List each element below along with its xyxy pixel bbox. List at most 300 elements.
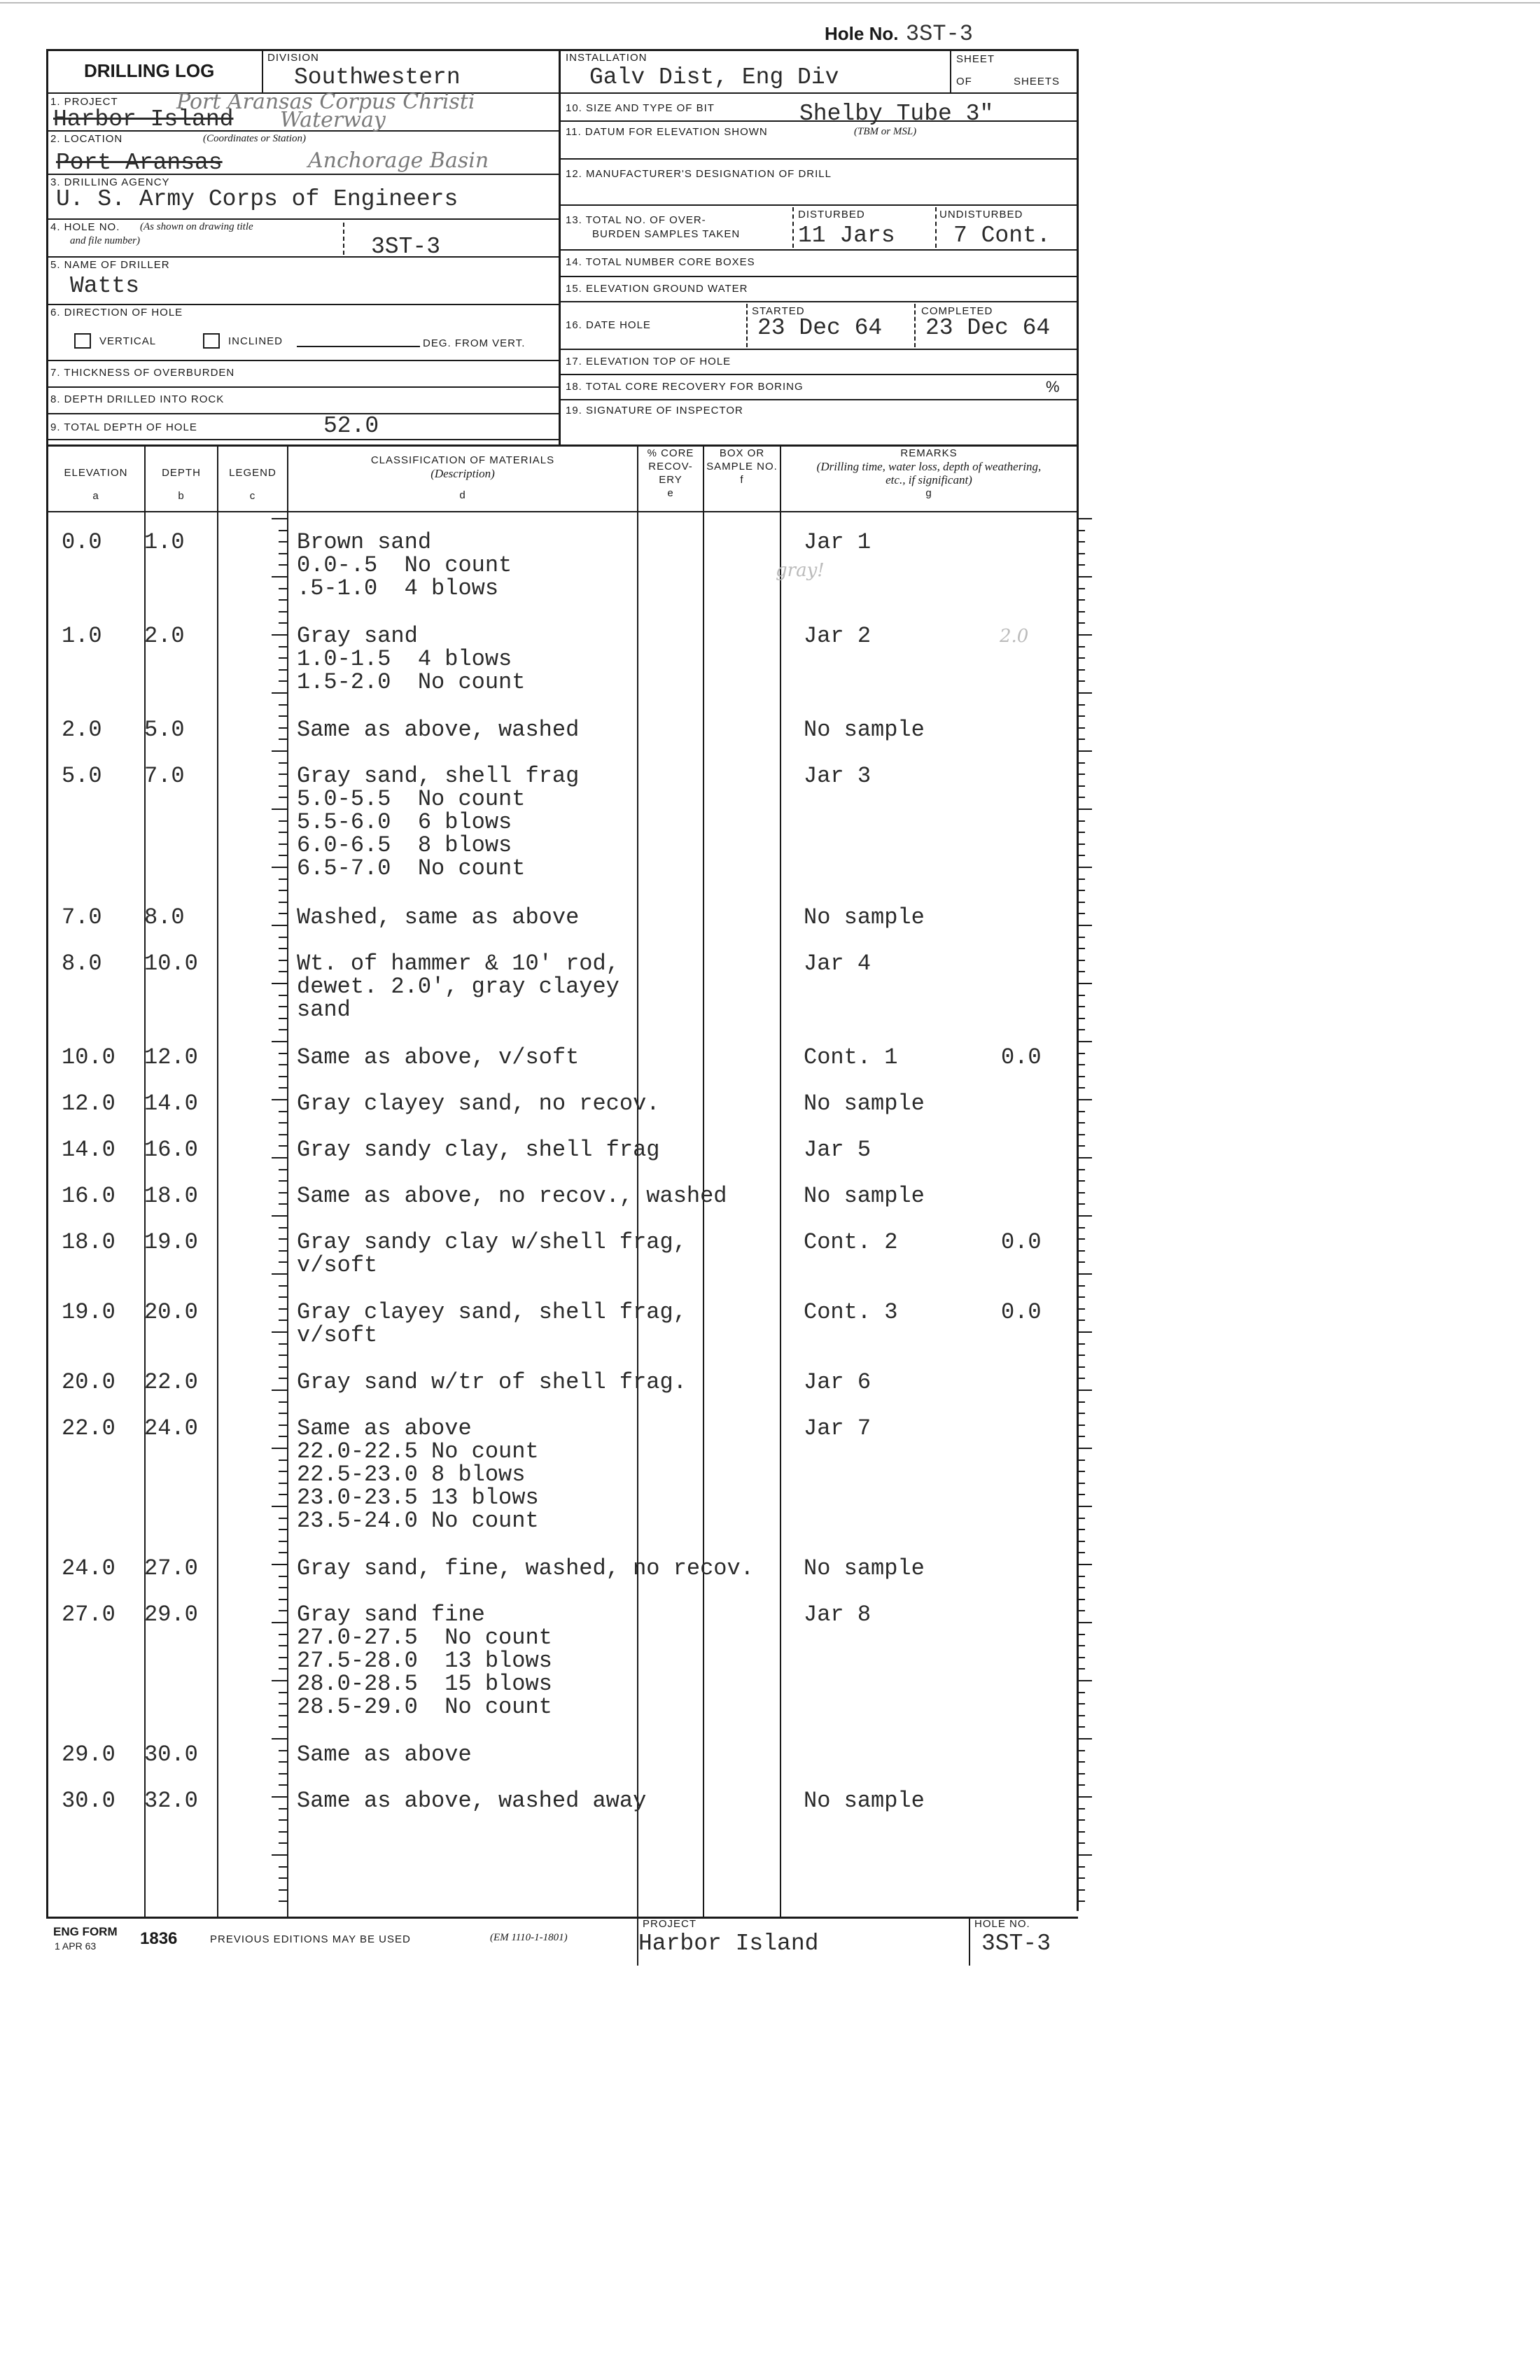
scale-tick: [1077, 1657, 1085, 1658]
scale-tick: [1077, 588, 1085, 589]
scale-tick: [279, 1308, 287, 1310]
col-classification-note: (Description): [430, 467, 495, 480]
row-depth: 7.0: [144, 763, 185, 789]
row-description: Same as above: [297, 1742, 472, 1768]
scale-tick: [279, 1842, 287, 1844]
scale-tick: [1077, 1064, 1085, 1065]
scale-tick: [272, 1622, 287, 1623]
scale-tick: [1077, 541, 1085, 542]
scale-tick: [1077, 1378, 1085, 1379]
scale-tick: [272, 1854, 287, 1856]
scale-tick: [1077, 797, 1085, 798]
inspector-label: 19. SIGNATURE OF INSPECTOR: [566, 405, 743, 416]
samples-label-2: BURDEN SAMPLES TAKEN: [592, 228, 741, 240]
scale-tick: [1077, 1354, 1085, 1356]
scale-tick: [1077, 1576, 1085, 1577]
col-depth: [146, 466, 217, 503]
scale-tick: [1077, 1552, 1085, 1553]
row-description: Gray sandy clay, shell frag: [297, 1137, 660, 1163]
undisturbed-label: UNDISTURBED: [939, 209, 1023, 220]
scale-tick: [279, 844, 287, 845]
col-box-label: BOX OR SAMPLE NO.: [706, 447, 778, 472]
scale-tick: [1077, 1227, 1085, 1228]
total-depth-label: 9. TOTAL DEPTH OF HOLE: [50, 421, 197, 433]
row-depth: 19.0: [144, 1229, 198, 1255]
row-remark: No sample: [804, 1183, 925, 1209]
scale-tick: [279, 611, 287, 612]
frame-left: [46, 49, 48, 1918]
driller-value: Watts: [70, 273, 140, 299]
scale-tick: [279, 1529, 287, 1530]
scale-tick: [1077, 1192, 1085, 1194]
scale-tick: [1077, 1610, 1085, 1611]
scale-tick: [1077, 1529, 1085, 1530]
scale-tick: [1077, 1180, 1085, 1182]
scale-tick: [1077, 1634, 1085, 1635]
scale-tick: [1077, 1215, 1092, 1217]
deg-from-vert-label: DEG. FROM VERT.: [423, 337, 526, 349]
scale-tick: [1077, 1041, 1092, 1042]
col-depth-label: DEPTH: [162, 467, 201, 479]
scale-tick: [1077, 1390, 1092, 1391]
scale-tick: [279, 1784, 287, 1786]
manufacturer-label: 12. MANUFACTURER'S DESIGNATION OF DRILL: [566, 168, 832, 180]
project-value: Harbor Island: [53, 106, 234, 132]
scale-tick: [1077, 1343, 1085, 1345]
row-remark: Cont. 1: [804, 1044, 898, 1070]
scale-tick: [279, 553, 287, 554]
scale-tick: [1077, 1087, 1085, 1088]
vertical-label: VERTICAL: [99, 335, 157, 347]
scale-tick: [279, 1692, 287, 1693]
row-description: Same as above 22.0-22.5 No count 22.5-23.0 8 blows 23.0-23.5 13 blows 23.5-24.0 No count: [297, 1415, 539, 1534]
scale-tick: [1077, 1900, 1085, 1902]
scale-tick: [1077, 1703, 1085, 1704]
row-elevation: 10.0: [62, 1044, 115, 1070]
scale-tick: [1077, 1460, 1085, 1461]
col-remarks-note: (Drilling time, water loss, depth of weathering, etc., if significant): [816, 460, 1042, 486]
scale-tick: [272, 867, 287, 868]
scale-tick: [279, 1053, 287, 1054]
scale-tick: [279, 1122, 287, 1124]
scale-tick: [1077, 1099, 1092, 1100]
scale-tick: [1077, 1157, 1092, 1158]
scale-tick: [1077, 1320, 1085, 1321]
row-remark: Jar 7: [804, 1415, 872, 1441]
scale-tick: [1077, 762, 1085, 764]
row-elevation: 29.0: [62, 1742, 115, 1768]
row-remark: Jar 6: [804, 1369, 872, 1395]
scale-tick: [279, 1296, 287, 1298]
scale-tick: [1077, 832, 1085, 833]
scale-tick: [279, 657, 287, 659]
scale-tick: [272, 1796, 287, 1798]
row-description: Same as above, no recov., washed: [297, 1183, 727, 1209]
scale-tick: [279, 1819, 287, 1821]
col-depth-sub: b: [178, 490, 185, 502]
hole-no-field-note: (As shown on drawing title: [140, 221, 253, 232]
scale-tick: [279, 530, 287, 531]
scale-tick: [1077, 960, 1085, 961]
row-description: Gray sandy clay w/shell frag, v/soft: [297, 1229, 687, 1278]
scale-tick: [1077, 1506, 1092, 1507]
scale-tick: [1077, 785, 1085, 787]
scale-tick: [279, 669, 287, 671]
scale-tick: [279, 1006, 287, 1007]
scale-tick: [1077, 1401, 1085, 1403]
scale-tick: [279, 1761, 287, 1763]
inclined-checkbox[interactable]: [203, 333, 220, 349]
core-recovery-unit: %: [1046, 378, 1060, 396]
col-classification-sub: d: [459, 489, 466, 501]
total-depth-value: 52.0: [323, 413, 379, 439]
scale-tick: [1077, 1448, 1092, 1449]
scale-tick: [279, 890, 287, 891]
col-legend-sub: c: [249, 490, 256, 502]
row-remark: No sample: [804, 1091, 925, 1116]
scale-tick: [1077, 657, 1085, 659]
location-handwritten: Anchorage Basin: [308, 148, 489, 173]
scale-tick: [279, 913, 287, 914]
row-elevation: 18.0: [62, 1229, 115, 1255]
scale-tick: [1077, 1145, 1085, 1147]
scale-tick: [272, 1041, 287, 1042]
scale-tick: [1077, 1134, 1085, 1135]
scale-tick: [1077, 890, 1085, 891]
row-description: Same as above, washed: [297, 717, 580, 743]
scale-tick: [279, 1238, 287, 1240]
scale-tick: [1077, 727, 1085, 729]
scale-tick: [1077, 1692, 1085, 1693]
hole-no-field-label: 4. HOLE NO.: [50, 221, 120, 233]
col-box-sample: [704, 447, 780, 486]
scale-tick: [1077, 1680, 1092, 1681]
row-remark: Jar 1: [804, 529, 872, 555]
scale-tick: [1077, 1053, 1085, 1054]
scale-tick: [1077, 1831, 1085, 1833]
scale-tick: [279, 1018, 287, 1019]
bit-value: Shelby Tube 3": [799, 101, 994, 127]
scale-tick: [1077, 1285, 1085, 1287]
scale-tick: [279, 599, 287, 601]
row-remark: Jar 5: [804, 1137, 872, 1163]
scale-tick: [1077, 1238, 1085, 1240]
row-depth: 20.0: [144, 1299, 198, 1325]
scale-tick: [1077, 1250, 1085, 1252]
scale-tick: [1077, 1413, 1085, 1414]
row-elevation: 27.0: [62, 1602, 115, 1628]
row-elevation: 8.0: [62, 951, 102, 976]
row-description: Gray sand w/tr of shell frag.: [297, 1369, 687, 1395]
scale-tick: [1077, 1819, 1085, 1821]
row-remark-secondary: 0.0: [1001, 1299, 1042, 1325]
scale-tick: [279, 1877, 287, 1879]
row-depth: 8.0: [144, 904, 185, 930]
scale-tick: [1077, 902, 1085, 903]
scale-tick: [279, 1169, 287, 1170]
scale-tick: [1077, 971, 1085, 972]
row-depth: 10.0: [144, 951, 198, 976]
scale-tick: [1077, 925, 1092, 926]
frame-bottom: [46, 1917, 1078, 1919]
scale-tick: [1077, 937, 1085, 938]
row-depth: 12.0: [144, 1044, 198, 1070]
scale-tick: [279, 1460, 287, 1461]
scale-tick: [279, 1203, 287, 1205]
scale-tick: [1077, 1203, 1085, 1205]
row-depth: 24.0: [144, 1415, 198, 1441]
scale-tick: [1077, 1726, 1085, 1728]
scale-tick: [272, 925, 287, 926]
scale-tick: [1077, 1715, 1085, 1716]
vertical-checkbox[interactable]: [74, 333, 91, 349]
scale-tick: [272, 1506, 287, 1507]
scale-tick: [1077, 820, 1085, 822]
scale-tick: [1077, 611, 1085, 612]
scale-tick: [279, 1773, 287, 1774]
location-value: Port Aransas: [56, 150, 223, 176]
scale-tick: [272, 1215, 287, 1217]
frame-right: [1077, 444, 1079, 1911]
scale-tick: [1077, 995, 1085, 996]
date-completed-label: COMPLETED: [921, 305, 993, 317]
row-remark: Jar 8: [804, 1602, 872, 1628]
division-label: DIVISION: [267, 52, 319, 64]
scale-tick: [272, 576, 287, 578]
driller-label: 5. NAME OF DRILLER: [50, 259, 170, 271]
col-elevation: [48, 466, 144, 503]
scale-tick: [1077, 622, 1085, 624]
division-value: Southwestern: [294, 64, 461, 90]
scale-tick: [1077, 1784, 1085, 1786]
scale-tick: [279, 902, 287, 903]
scale-tick: [1077, 599, 1085, 601]
scale-tick: [279, 1285, 287, 1287]
scale-tick: [279, 1354, 287, 1356]
scale-tick: [1077, 750, 1092, 752]
scale-tick: [279, 541, 287, 542]
scale-tick: [279, 1668, 287, 1670]
core-boxes-label: 14. TOTAL NUMBER CORE BOXES: [566, 256, 755, 268]
scale-tick: [272, 1390, 287, 1391]
scale-tick: [279, 704, 287, 706]
col-box-sub: f: [740, 474, 744, 486]
scale-tick: [272, 518, 287, 519]
col-core-sub: e: [667, 487, 674, 499]
row-remark-secondary: 0.0: [1001, 1044, 1042, 1070]
scale-tick: [272, 808, 287, 810]
date-completed-value: 23 Dec 64: [925, 315, 1051, 341]
row-elevation: 30.0: [62, 1788, 115, 1814]
scale-tick: [279, 785, 287, 787]
scale-tick: [279, 878, 287, 880]
scale-tick: [1077, 1424, 1085, 1426]
row-remark: No sample: [804, 1788, 925, 1814]
row-handwritten-note: 2.0: [1000, 626, 1029, 647]
scale-tick: [1077, 738, 1085, 740]
scale-tick: [279, 948, 287, 949]
scale-tick: [1077, 1076, 1085, 1077]
scale-tick: [1077, 878, 1085, 880]
scale-tick: [279, 1610, 287, 1611]
col-remarks-sub: g: [925, 487, 932, 499]
elevation-top-label: 17. ELEVATION TOP OF HOLE: [566, 356, 732, 368]
col-legend: [218, 466, 287, 503]
row-depth: 27.0: [144, 1555, 198, 1581]
row-remark: Jar 4: [804, 951, 872, 976]
scale-tick: [279, 1657, 287, 1658]
row-depth: 30.0: [144, 1742, 198, 1768]
row-elevation: 16.0: [62, 1183, 115, 1209]
row-elevation: 20.0: [62, 1369, 115, 1395]
scale-tick: [1077, 646, 1085, 648]
project-handwritten: Port Aransas Corpus Christi: [176, 90, 475, 114]
bit-label: 10. SIZE AND TYPE OF BIT: [566, 102, 715, 114]
row-description: Gray sand, shell frag 5.0-5.5 No count 5.5-6.0 6 blows 6.0-6.5 8 blows 6.5-7.0 No count: [297, 763, 580, 881]
scale-tick: [279, 1831, 287, 1833]
disturbed-value: 11 Jars: [798, 223, 895, 248]
scale-tick: [272, 1448, 287, 1449]
scale-tick: [279, 960, 287, 961]
row-description: Gray sand, fine, washed, no recov.: [297, 1555, 754, 1581]
scale-tick: [1077, 1877, 1085, 1879]
row-remark: Jar 2: [804, 623, 872, 649]
row-elevation: 5.0: [62, 763, 102, 789]
undisturbed-value: 7 Cont.: [953, 223, 1051, 248]
form-title: DRILLING LOG: [84, 60, 215, 81]
col-classification-label: CLASSIFICATION OF MATERIALS: [370, 454, 555, 466]
datum-label: 11. DATUM FOR ELEVATION SHOWN: [566, 126, 768, 138]
row-description: Same as above, v/soft: [297, 1044, 580, 1070]
scale-tick: [279, 1111, 287, 1112]
row-depth: 18.0: [144, 1183, 198, 1209]
scale-tick: [279, 1900, 287, 1902]
frame-top: [46, 49, 1078, 51]
scale-tick: [1077, 1738, 1092, 1740]
scale-tick: [1077, 1564, 1092, 1565]
scale-tick: [272, 1680, 287, 1681]
col-core-recovery: [638, 447, 703, 500]
row-elevation: 24.0: [62, 1555, 115, 1581]
scale-tick: [279, 1471, 287, 1472]
scale-tick: [279, 715, 287, 717]
scale-tick: [279, 1227, 287, 1228]
scale-tick: [1077, 983, 1092, 984]
disturbed-label: DISTURBED: [798, 209, 865, 220]
row-description: Washed, same as above: [297, 904, 580, 930]
scale-tick: [279, 1413, 287, 1414]
row-remark-secondary: 0.0: [1001, 1229, 1042, 1255]
scale-tick: [1077, 704, 1085, 706]
footer-hole-value: 3ST-3: [981, 1931, 1051, 1956]
scale-tick: [279, 680, 287, 682]
scale-tick: [279, 1750, 287, 1751]
row-elevation: 2.0: [62, 717, 102, 743]
scale-tick: [279, 1261, 287, 1263]
row-depth: 32.0: [144, 1788, 198, 1814]
scale-tick: [1077, 692, 1092, 694]
hole-no-field-value: 3ST-3: [371, 234, 441, 260]
scale-tick: [1077, 564, 1085, 566]
scale-tick: [1077, 680, 1085, 682]
row-description: Brown sand 0.0-.5 No count .5-1.0 4 blows: [297, 529, 512, 601]
scale-tick: [279, 1726, 287, 1728]
col-remarks-label: REMARKS: [900, 447, 958, 459]
scale-tick: [1077, 1471, 1085, 1472]
scale-tick: [279, 622, 287, 624]
scale-tick: [272, 1331, 287, 1333]
scale-tick: [272, 1564, 287, 1565]
scale-tick: [1077, 867, 1092, 868]
footer-hole-label: HOLE NO.: [974, 1918, 1030, 1930]
row-description: Gray clayey sand, no recov.: [297, 1091, 660, 1116]
scale-tick: [1077, 1169, 1085, 1170]
scale-tick: [279, 1134, 287, 1135]
row-description: Gray clayey sand, shell frag, v/soft: [297, 1299, 687, 1348]
scale-tick: [272, 1273, 287, 1275]
scale-tick: [279, 1087, 287, 1088]
row-depth: 29.0: [144, 1602, 198, 1628]
row-description: Gray sand fine 27.0-27.5 No count 27.5-28.0 13 blows 28.0-28.5 15 blows 28.5-29.0 No count: [297, 1602, 552, 1720]
row-elevation: 1.0: [62, 623, 102, 649]
scale-tick: [279, 855, 287, 856]
scale-tick: [1077, 715, 1085, 717]
rock-depth-label: 8. DEPTH DRILLED INTO ROCK: [50, 393, 225, 405]
scale-tick: [1077, 1773, 1085, 1774]
scale-tick: [279, 774, 287, 775]
scale-tick: [279, 1145, 287, 1147]
row-depth: 22.0: [144, 1369, 198, 1395]
scale-tick: [279, 1401, 287, 1403]
top-rule: [0, 2, 1540, 4]
scale-tick: [1077, 1761, 1085, 1763]
form-number: 1836: [140, 1929, 178, 1948]
scale-tick: [1077, 1296, 1085, 1298]
scale-tick: [279, 820, 287, 822]
scale-tick: [1077, 913, 1085, 914]
row-depth: 1.0: [144, 529, 185, 555]
scale-tick: [1077, 1796, 1092, 1798]
ground-water-label: 15. ELEVATION GROUND WATER: [566, 283, 748, 295]
scale-tick: [272, 692, 287, 694]
col-elevation-sub: a: [92, 490, 99, 502]
scale-tick: [279, 1366, 287, 1368]
form-date: 1 APR 63: [55, 1940, 97, 1952]
scale-tick: [279, 588, 287, 589]
row-elevation: 22.0: [62, 1415, 115, 1441]
frame-right-top: [1077, 49, 1079, 446]
scale-tick: [272, 1157, 287, 1158]
row-remark: No sample: [804, 717, 925, 743]
scale-tick: [1077, 518, 1092, 519]
scale-tick: [279, 1320, 287, 1321]
scale-tick: [272, 1099, 287, 1100]
row-elevation: 14.0: [62, 1137, 115, 1163]
scale-tick: [272, 983, 287, 984]
hole-no-value: 3ST-3: [905, 21, 973, 47]
scale-tick: [279, 971, 287, 972]
scale-tick: [279, 1029, 287, 1030]
col-remarks: [781, 447, 1077, 500]
direction-label: 6. DIRECTION OF HOLE: [50, 307, 183, 318]
col-classification: [288, 454, 637, 502]
row-remark: Jar 3: [804, 763, 872, 789]
drilling-agency-label: 3. DRILLING AGENCY: [50, 176, 170, 188]
sheet-label: SHEET: [956, 53, 995, 65]
installation-value: Galv Dist, Eng Div: [589, 64, 839, 90]
location-note: (Coordinates or Station): [203, 133, 306, 144]
em-reference: (EM 1110-1-1801): [490, 1932, 568, 1943]
